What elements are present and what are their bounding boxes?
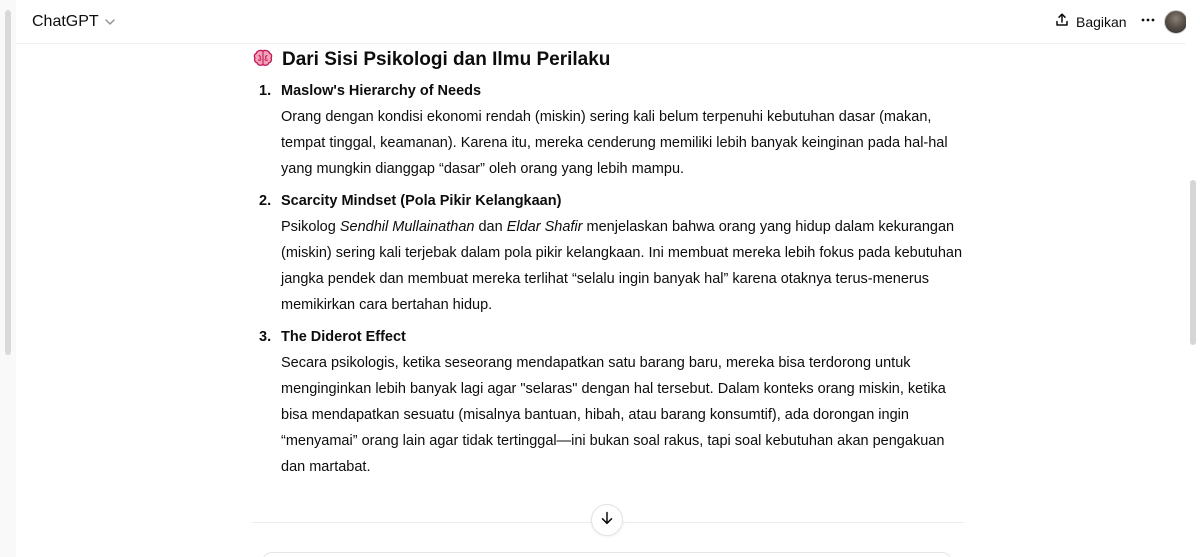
list-item xyxy=(252,80,968,182)
item-body: Orang dengan kondisi ekonomi rendah (miskin) sering kali belum terpenuhi kebutuhan dasar (makan, tempat tinggal, keamanan). Karena itu, mereka cenderung memiliki lebih banyak keinginan pada hal-hal yang mungkin dianggap “dasar” oleh orang yang lebih mampu. xyxy=(281,109,948,177)
brain-icon xyxy=(252,47,274,74)
list-item xyxy=(252,190,968,318)
body-text: dan xyxy=(474,219,507,235)
arrow-down-icon xyxy=(599,510,615,531)
list-item xyxy=(252,326,968,480)
model-switcher-button[interactable] xyxy=(26,8,123,36)
points-list xyxy=(252,80,968,480)
list-number: 2. xyxy=(259,193,272,209)
chevron-down-icon xyxy=(103,15,117,29)
share-icon xyxy=(1054,12,1070,33)
share-label: Bagikan xyxy=(1076,14,1127,30)
list-number: 3. xyxy=(259,329,272,345)
item-body xyxy=(281,214,968,318)
scroll-to-bottom-button[interactable] xyxy=(591,504,623,536)
body-text: Psikolog xyxy=(281,219,340,235)
item-title: Scarcity Mindset (Pola Pikir Kelangkaan) xyxy=(281,193,562,209)
model-label: ChatGPT xyxy=(32,13,99,30)
composer-input[interactable] xyxy=(262,552,952,557)
assistant-message xyxy=(252,46,968,488)
item-body: Secara psikologis, ketika seseorang mendapatkan satu barang baru, mereka bisa terdorong untuk menginginkan lebih banyak lagi agar "selaras" dengan hal tersebut. Dalam konteks orang miskin, ketika bisa mendapatkan sesuatu (misalnya bantuan, hibah, atau barang konsumtif), ada dorongan ingin “menyamai” orang lain agar tidak tertinggal—ini bukan soal rakus, tapi soal kebutuhan akan pengakuan dan martabat. xyxy=(281,355,946,475)
share-button[interactable] xyxy=(1046,8,1135,36)
section-title: Dari Sisi Psikologi dan Ilmu Perilaku xyxy=(282,49,611,70)
left-scrollbar-thumb[interactable] xyxy=(5,10,11,355)
avatar[interactable] xyxy=(1164,10,1188,34)
body-text: menjelaskan bahwa orang yang hidup dalam kekurangan (miskin) sering kali terjebak dalam pola pikir kelangkaan. Ini membuat mereka lebih fokus pada kebutuhan jangka pendek dan membuat mereka terlihat “selalu ingin banyak hal” karena otaknya terus-menerus memikirkan cara bertahan hidup. xyxy=(281,219,963,313)
right-scrollbar[interactable] xyxy=(1186,0,1200,557)
sidebar-edge xyxy=(0,0,16,557)
author-name: Sendhil Mullainathan xyxy=(339,219,475,235)
item-title: Maslow's Hierarchy of Needs xyxy=(281,83,482,99)
author-name: Eldar Shafir xyxy=(506,219,583,235)
list-number: 1. xyxy=(259,83,272,99)
right-scrollbar-thumb[interactable] xyxy=(1190,180,1196,345)
more-horizontal-icon xyxy=(1140,12,1156,33)
item-title: The Diderot Effect xyxy=(281,329,406,345)
more-options-button[interactable] xyxy=(1136,10,1160,34)
section-heading xyxy=(252,46,968,74)
top-header xyxy=(16,0,1186,44)
